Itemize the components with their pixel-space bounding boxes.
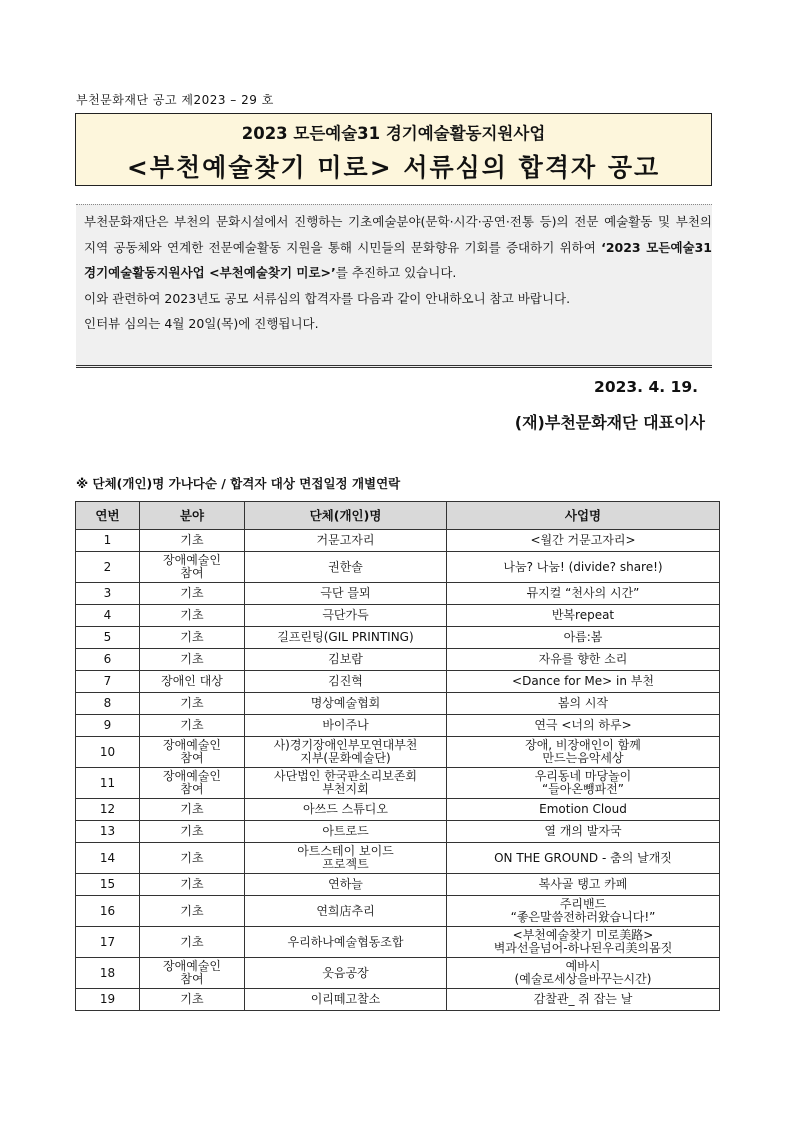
- intro-text: 부천문화재단은 부천의 문화시설에서 진행하는 기초예술분야(문학·시각·공연·전통 등)의 전문 예술활동 및 부천의 지역 공동체와 연계한 전문예술활동 지원을 통해 시민들의 문화향유 기회를 증대하기 위하여: [84, 214, 712, 255]
- table-row: [76, 605, 720, 627]
- cell-no: [76, 605, 140, 627]
- table-row: [76, 737, 720, 768]
- intro-text-end: 를 추진하고 있습니다.: [335, 265, 457, 280]
- cell-line: 아름:봄: [563, 630, 603, 644]
- cell-name: [245, 989, 447, 1011]
- cell-line: 봄의 시작: [557, 696, 609, 710]
- cell-line: 감찰관_ 쥐 잡는 날: [533, 992, 633, 1006]
- table-row: [76, 715, 720, 737]
- table-row: [76, 649, 720, 671]
- table-row: [76, 927, 720, 958]
- cell-line: 12: [99, 802, 116, 816]
- cell-line: 7: [103, 674, 112, 688]
- cell-line: (예술로세상을바꾸는시간): [514, 972, 652, 986]
- cell-line: <Dance for Me> in 부천: [512, 674, 654, 688]
- cell-line: 극단 믈뫼: [320, 586, 371, 600]
- intro-paragraph-2: 이와 관련하여 2023년도 공모 서류심의 합격자를 다음과 같이 안내하오니 참고 바랍니다.: [84, 290, 571, 306]
- cell-line: 기초: [180, 824, 204, 838]
- cell-line: 14: [99, 850, 116, 865]
- cell-field: [140, 958, 245, 989]
- intro-box: [76, 204, 712, 368]
- header-name: 단체(개인)명: [245, 502, 447, 530]
- cell-line: 참여: [180, 566, 204, 580]
- cell-line: 부천지회: [322, 782, 369, 796]
- cell-field: [140, 843, 245, 874]
- cell-line: 바이주나: [322, 718, 369, 732]
- cell-line: 연하늘: [328, 877, 363, 891]
- cell-line: 사)경기장애인부모연대부천: [273, 738, 418, 752]
- intro-project-name: ‘2023 모든예술31 경기예술활동지원사업 <부천예술찾기 미로>’: [84, 239, 712, 280]
- cell-line: 권한솔: [328, 559, 363, 574]
- cell-field: [140, 627, 245, 649]
- cell-project: [447, 768, 720, 799]
- cell-no: [76, 768, 140, 799]
- cell-project: [447, 896, 720, 927]
- intro-paragraph-1: [84, 209, 712, 286]
- cell-no: [76, 843, 140, 874]
- cell-line: 극단가득: [322, 608, 369, 622]
- cell-line: 기초: [180, 934, 204, 949]
- cell-project: [447, 989, 720, 1011]
- cell-line: 연극 <너의 하루>: [534, 718, 632, 732]
- cell-line: 5: [103, 630, 112, 644]
- cell-no: [76, 693, 140, 715]
- table-row: [76, 799, 720, 821]
- cell-name: [245, 874, 447, 896]
- cell-line: 장애예술인: [163, 553, 221, 567]
- cell-no: [76, 627, 140, 649]
- cell-line: 열 개의 발자국: [544, 824, 622, 838]
- cell-line: 연희店추리: [316, 903, 375, 918]
- cell-line: 2: [103, 559, 112, 574]
- cell-project: [447, 737, 720, 768]
- cell-no: [76, 799, 140, 821]
- cell-line: 기초: [180, 903, 204, 918]
- cell-line: 만드는음악세상: [542, 751, 624, 765]
- cell-line: 기초: [180, 802, 204, 816]
- cell-line: 기초: [180, 533, 204, 547]
- cell-line: 나눔? 나눔! (divide? share!): [503, 559, 663, 574]
- organization-signature: (재)부천문화재단 대표이사: [514, 413, 705, 432]
- cell-field: [140, 989, 245, 1011]
- cell-project: [447, 671, 720, 693]
- cell-line: 주리밴드: [559, 897, 607, 911]
- cell-field: [140, 605, 245, 627]
- cell-name: [245, 530, 447, 552]
- cell-line: 기초: [180, 630, 204, 644]
- table-row: [76, 843, 720, 874]
- cell-field: [140, 530, 245, 552]
- cell-line: 거문고자리: [316, 533, 375, 547]
- cell-line: 아트로드: [322, 824, 369, 838]
- cell-line: 자유를 향한 소리: [538, 652, 628, 666]
- table-row: [76, 552, 720, 583]
- cell-field: [140, 799, 245, 821]
- cell-name: [245, 715, 447, 737]
- cell-no: [76, 958, 140, 989]
- cell-no: [76, 821, 140, 843]
- cell-line: 17: [99, 934, 116, 949]
- cell-line: 9: [103, 718, 112, 732]
- table-row: [76, 958, 720, 989]
- cell-no: [76, 649, 140, 671]
- header-no: 연번: [76, 502, 140, 530]
- title-line-2: <부천예술찾기 미로> 서류심의 합격자 공고: [126, 153, 661, 182]
- cell-line: 뮤지컬 “천사의 시간”: [526, 586, 640, 600]
- header-field: 분야: [140, 502, 245, 530]
- table-body: [76, 530, 720, 1011]
- cell-line: 기초: [180, 850, 204, 865]
- cell-field: [140, 649, 245, 671]
- cell-line: 기초: [180, 877, 204, 891]
- cell-line: 13: [99, 824, 116, 838]
- cell-name: [245, 958, 447, 989]
- cell-line: 8: [103, 696, 112, 710]
- cell-line: 6: [103, 652, 112, 666]
- cell-line: “좋은말씀전하러왔습니다!”: [510, 910, 656, 924]
- cell-project: [447, 649, 720, 671]
- cell-line: 4: [103, 608, 112, 622]
- cell-line: 지부(문화예술단): [300, 751, 391, 765]
- cell-project: [447, 627, 720, 649]
- cell-line: 장애예술인: [163, 738, 221, 752]
- cell-line: 벽과선을넘어-하나된우리美의몸짓: [493, 941, 673, 955]
- cell-line: 반복repeat: [551, 608, 615, 622]
- table-row: [76, 627, 720, 649]
- table-row: [76, 768, 720, 799]
- cell-line: 장애예술인: [163, 769, 221, 783]
- cell-line: 복사골 탱고 카페: [538, 877, 628, 891]
- cell-line: 장애예술인: [163, 959, 221, 973]
- title-box: [75, 113, 712, 186]
- cell-line: 기초: [180, 718, 204, 732]
- table-row: [76, 989, 720, 1011]
- cell-line: 예바시: [565, 959, 601, 973]
- cell-line: 우리동네 마당놀이: [534, 769, 632, 783]
- cell-line: 기초: [180, 696, 204, 710]
- cell-line: 명상예술협회: [310, 696, 381, 710]
- table-row: [76, 693, 720, 715]
- cell-line: 참여: [180, 782, 204, 796]
- cell-no: [76, 989, 140, 1011]
- cell-field: [140, 583, 245, 605]
- applicant-table: [75, 501, 720, 1011]
- cell-line: <부천예술찾기 미로美路>: [512, 928, 654, 942]
- cell-no: [76, 530, 140, 552]
- cell-field: [140, 693, 245, 715]
- cell-name: [245, 799, 447, 821]
- table-header-row: [76, 502, 720, 530]
- cell-name: [245, 649, 447, 671]
- cell-project: [447, 605, 720, 627]
- title-line-1: 2023 모든예술31 경기예술활동지원사업: [241, 124, 546, 143]
- cell-field: [140, 768, 245, 799]
- cell-name: [245, 821, 447, 843]
- cell-line: 기초: [180, 652, 204, 666]
- cell-field: [140, 874, 245, 896]
- cell-line: 이리떼고찰소: [310, 992, 381, 1006]
- cell-no: [76, 896, 140, 927]
- cell-no: [76, 927, 140, 958]
- cell-line: <월간 거문고자리>: [530, 533, 636, 547]
- header-project: 사업명: [447, 502, 720, 530]
- cell-line: 19: [99, 992, 116, 1006]
- cell-name: [245, 627, 447, 649]
- cell-line: 16: [99, 903, 116, 918]
- table-row: [76, 821, 720, 843]
- cell-field: [140, 737, 245, 768]
- table-row: [76, 671, 720, 693]
- cell-no: [76, 715, 140, 737]
- cell-line: 11: [99, 775, 116, 790]
- cell-line: “들아온뺑파전”: [542, 782, 624, 796]
- cell-line: 장애, 비장애인이 함께: [525, 738, 641, 752]
- notice-date: 2023. 4. 19.: [594, 378, 698, 396]
- cell-name: [245, 693, 447, 715]
- cell-name: [245, 768, 447, 799]
- notice-number: 부천문화재단 공고 제2023 – 29 호: [76, 93, 274, 107]
- cell-field: [140, 927, 245, 958]
- cell-project: [447, 715, 720, 737]
- cell-name: [245, 896, 447, 927]
- cell-project: [447, 843, 720, 874]
- cell-name: [245, 671, 447, 693]
- cell-project: [447, 821, 720, 843]
- cell-line: 참여: [180, 751, 204, 765]
- cell-field: [140, 821, 245, 843]
- cell-line: ON THE GROUND - 춤의 날개짓: [494, 850, 672, 865]
- cell-line: 김보람: [328, 652, 363, 666]
- cell-line: 김진혁: [328, 674, 363, 688]
- table-row: [76, 896, 720, 927]
- cell-project: [447, 530, 720, 552]
- cell-field: [140, 896, 245, 927]
- cell-line: 아쓰드 스튜디오: [303, 802, 388, 816]
- table-row: [76, 530, 720, 552]
- cell-line: 사단법인 한국판소리보존회: [274, 769, 417, 783]
- cell-name: [245, 927, 447, 958]
- cell-line: 웃음공장: [322, 965, 369, 980]
- cell-line: 기초: [180, 992, 204, 1006]
- cell-field: [140, 552, 245, 583]
- cell-name: [245, 583, 447, 605]
- cell-name: [245, 843, 447, 874]
- table-row: [76, 874, 720, 896]
- cell-name: [245, 605, 447, 627]
- cell-field: [140, 715, 245, 737]
- cell-no: [76, 874, 140, 896]
- cell-project: [447, 874, 720, 896]
- cell-line: 1: [103, 533, 112, 547]
- cell-line: 참여: [180, 972, 204, 986]
- cell-no: [76, 671, 140, 693]
- cell-line: 기초: [180, 586, 204, 600]
- cell-line: 길프린팅(GIL PRINTING): [277, 630, 414, 644]
- cell-project: [447, 799, 720, 821]
- cell-field: [140, 671, 245, 693]
- table-note: ※ 단체(개인)명 가나다순 / 합격자 대상 면접일정 개별연락: [76, 476, 401, 491]
- cell-line: 아트스테이 보이드: [297, 844, 394, 858]
- cell-line: 프로젝트: [322, 857, 369, 871]
- cell-name: [245, 552, 447, 583]
- cell-project: [447, 552, 720, 583]
- cell-line: 기초: [180, 608, 204, 622]
- cell-line: 3: [103, 586, 112, 600]
- cell-project: [447, 958, 720, 989]
- cell-no: [76, 583, 140, 605]
- cell-name: [245, 737, 447, 768]
- cell-line: Emotion Cloud: [539, 802, 627, 816]
- cell-project: [447, 693, 720, 715]
- cell-no: [76, 552, 140, 583]
- table-row: [76, 583, 720, 605]
- cell-line: 10: [99, 744, 116, 759]
- intro-paragraph-3: 인터뷰 심의는 4월 20일(목)에 진행됩니다.: [84, 316, 319, 331]
- cell-project: [447, 583, 720, 605]
- cell-line: 장애인 대상: [161, 674, 223, 688]
- cell-line: 우리하나예술협동조합: [287, 934, 404, 949]
- cell-line: 15: [99, 877, 116, 891]
- cell-line: 18: [99, 965, 116, 980]
- cell-no: [76, 737, 140, 768]
- cell-project: [447, 927, 720, 958]
